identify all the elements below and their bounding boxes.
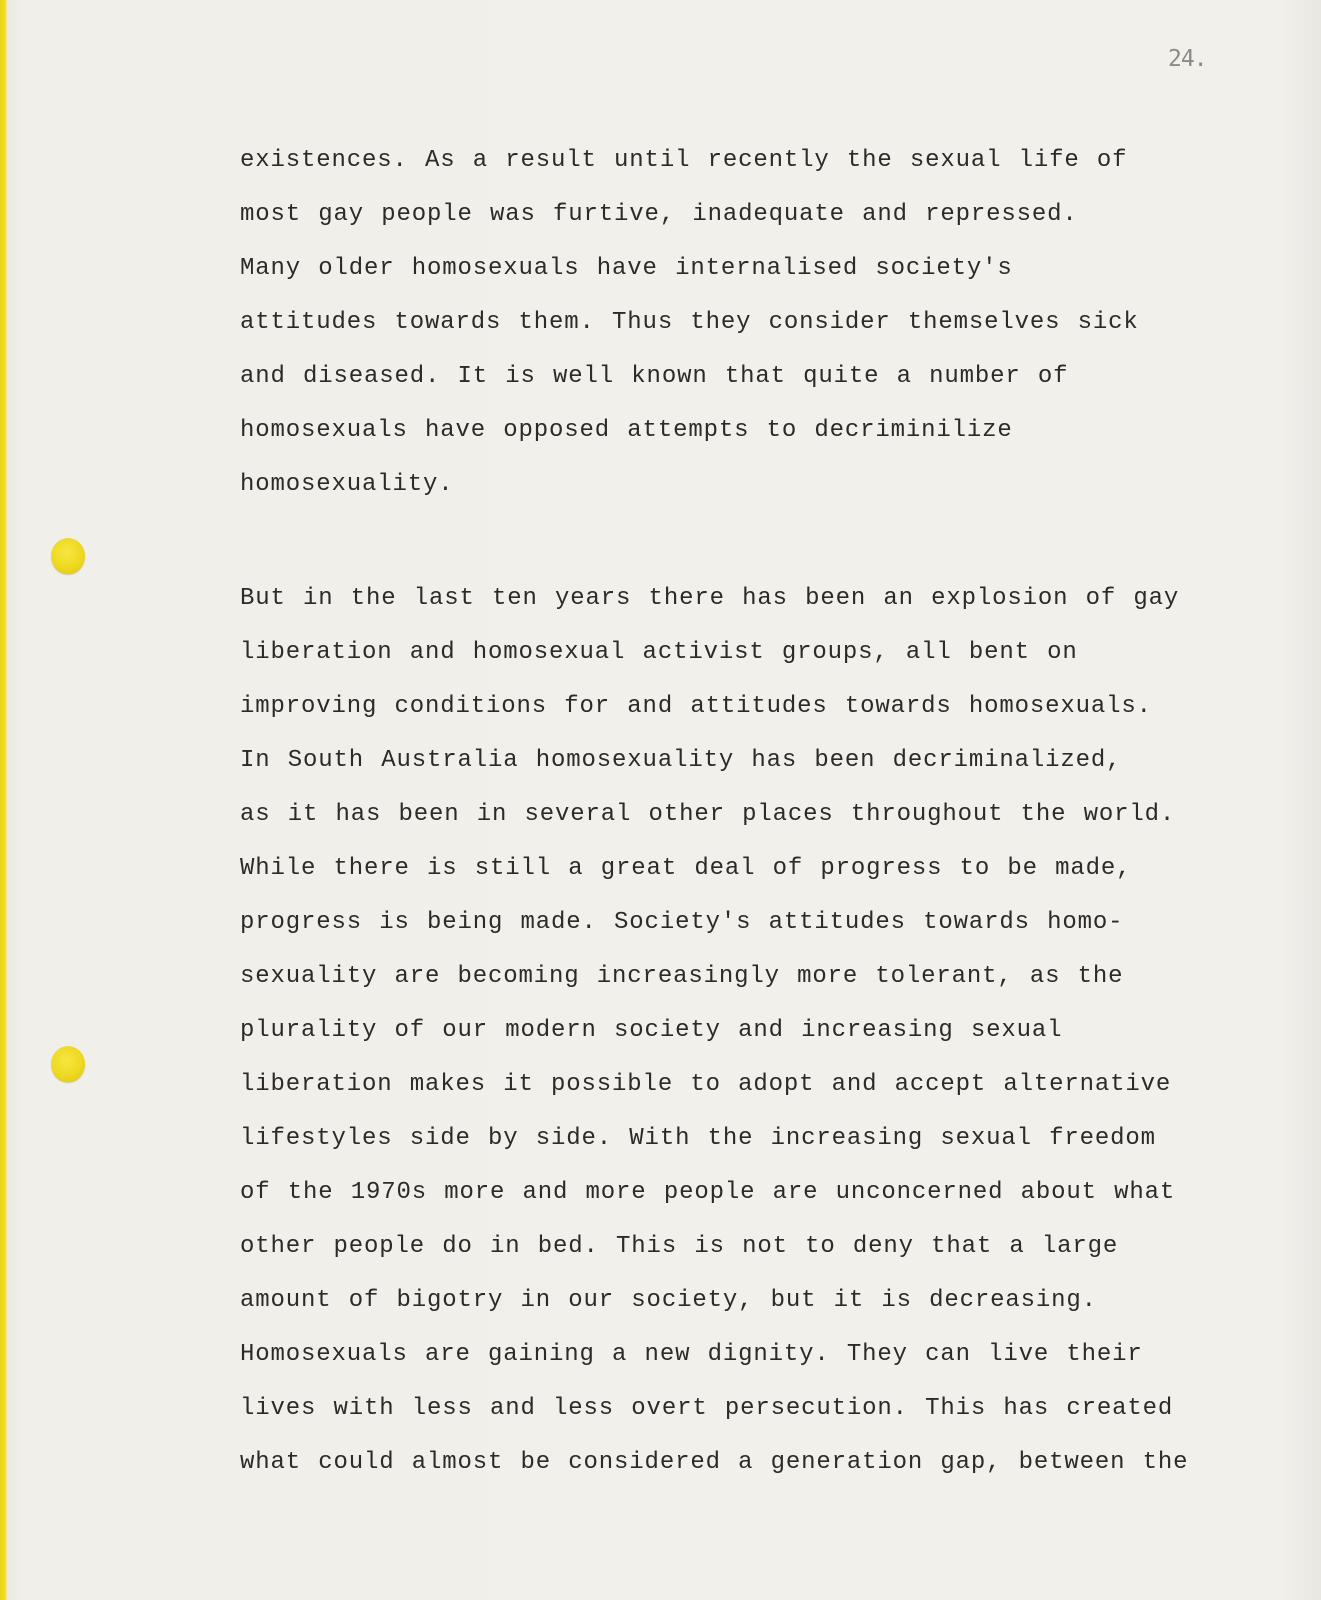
text-line: progress is being made. Society's attitudes towards homo- bbox=[240, 909, 1124, 936]
text-line: and diseased. It is well known that quite a number of bbox=[240, 363, 1069, 390]
page-number: 24. bbox=[1168, 46, 1207, 72]
text-line: liberation and homosexual activist groups, all bent on bbox=[240, 639, 1078, 666]
text-line: But in the last ten years there has been an explosion of gay bbox=[240, 585, 1180, 612]
text-line: as it has been in several other places throughout the world. bbox=[240, 801, 1176, 828]
text-line: what could almost be considered a generation gap, between the bbox=[240, 1449, 1189, 1476]
text-line: Homosexuals are gaining a new dignity. They can live their bbox=[240, 1341, 1143, 1368]
text-line: lives with less and less overt persecution. This has created bbox=[240, 1395, 1174, 1422]
text-line: lifestyles side by side. With the increasing sexual freedom bbox=[240, 1125, 1156, 1152]
text-line: most gay people was furtive, inadequate and repressed. bbox=[240, 201, 1078, 228]
text-line: other people do in bed. This is not to deny that a large bbox=[240, 1233, 1119, 1260]
text-line: sexuality are becoming increasingly more tolerant, as the bbox=[240, 963, 1124, 990]
text-line: liberation makes it possible to adopt and accept alternative bbox=[240, 1071, 1172, 1098]
text-line: improving conditions for and attitudes towards homosexuals. bbox=[240, 693, 1152, 720]
text-line: amount of bigotry in our society, but it is decreasing. bbox=[240, 1287, 1097, 1314]
text-line: Many older homosexuals have internalised society's bbox=[240, 255, 1013, 282]
text-line: attitudes towards them. Thus they consider themselves sick bbox=[240, 309, 1139, 336]
text-line: homosexuals have opposed attempts to decriminilize bbox=[240, 417, 1013, 444]
text-line: plurality of our modern society and increasing sexual bbox=[240, 1017, 1063, 1044]
text-line: existences. As a result until recently the sexual life of bbox=[240, 147, 1128, 174]
text-line: While there is still a great deal of progress to be made, bbox=[240, 855, 1132, 882]
text-line: In South Australia homosexuality has been decriminalized, bbox=[240, 747, 1122, 774]
text-line: homosexuality. bbox=[240, 471, 454, 498]
punch-hole bbox=[51, 538, 85, 574]
yellow-binding-edge bbox=[0, 0, 7, 1600]
text-line: of the 1970s more and more people are unconcerned about what bbox=[240, 1179, 1176, 1206]
punch-hole bbox=[51, 1046, 85, 1082]
